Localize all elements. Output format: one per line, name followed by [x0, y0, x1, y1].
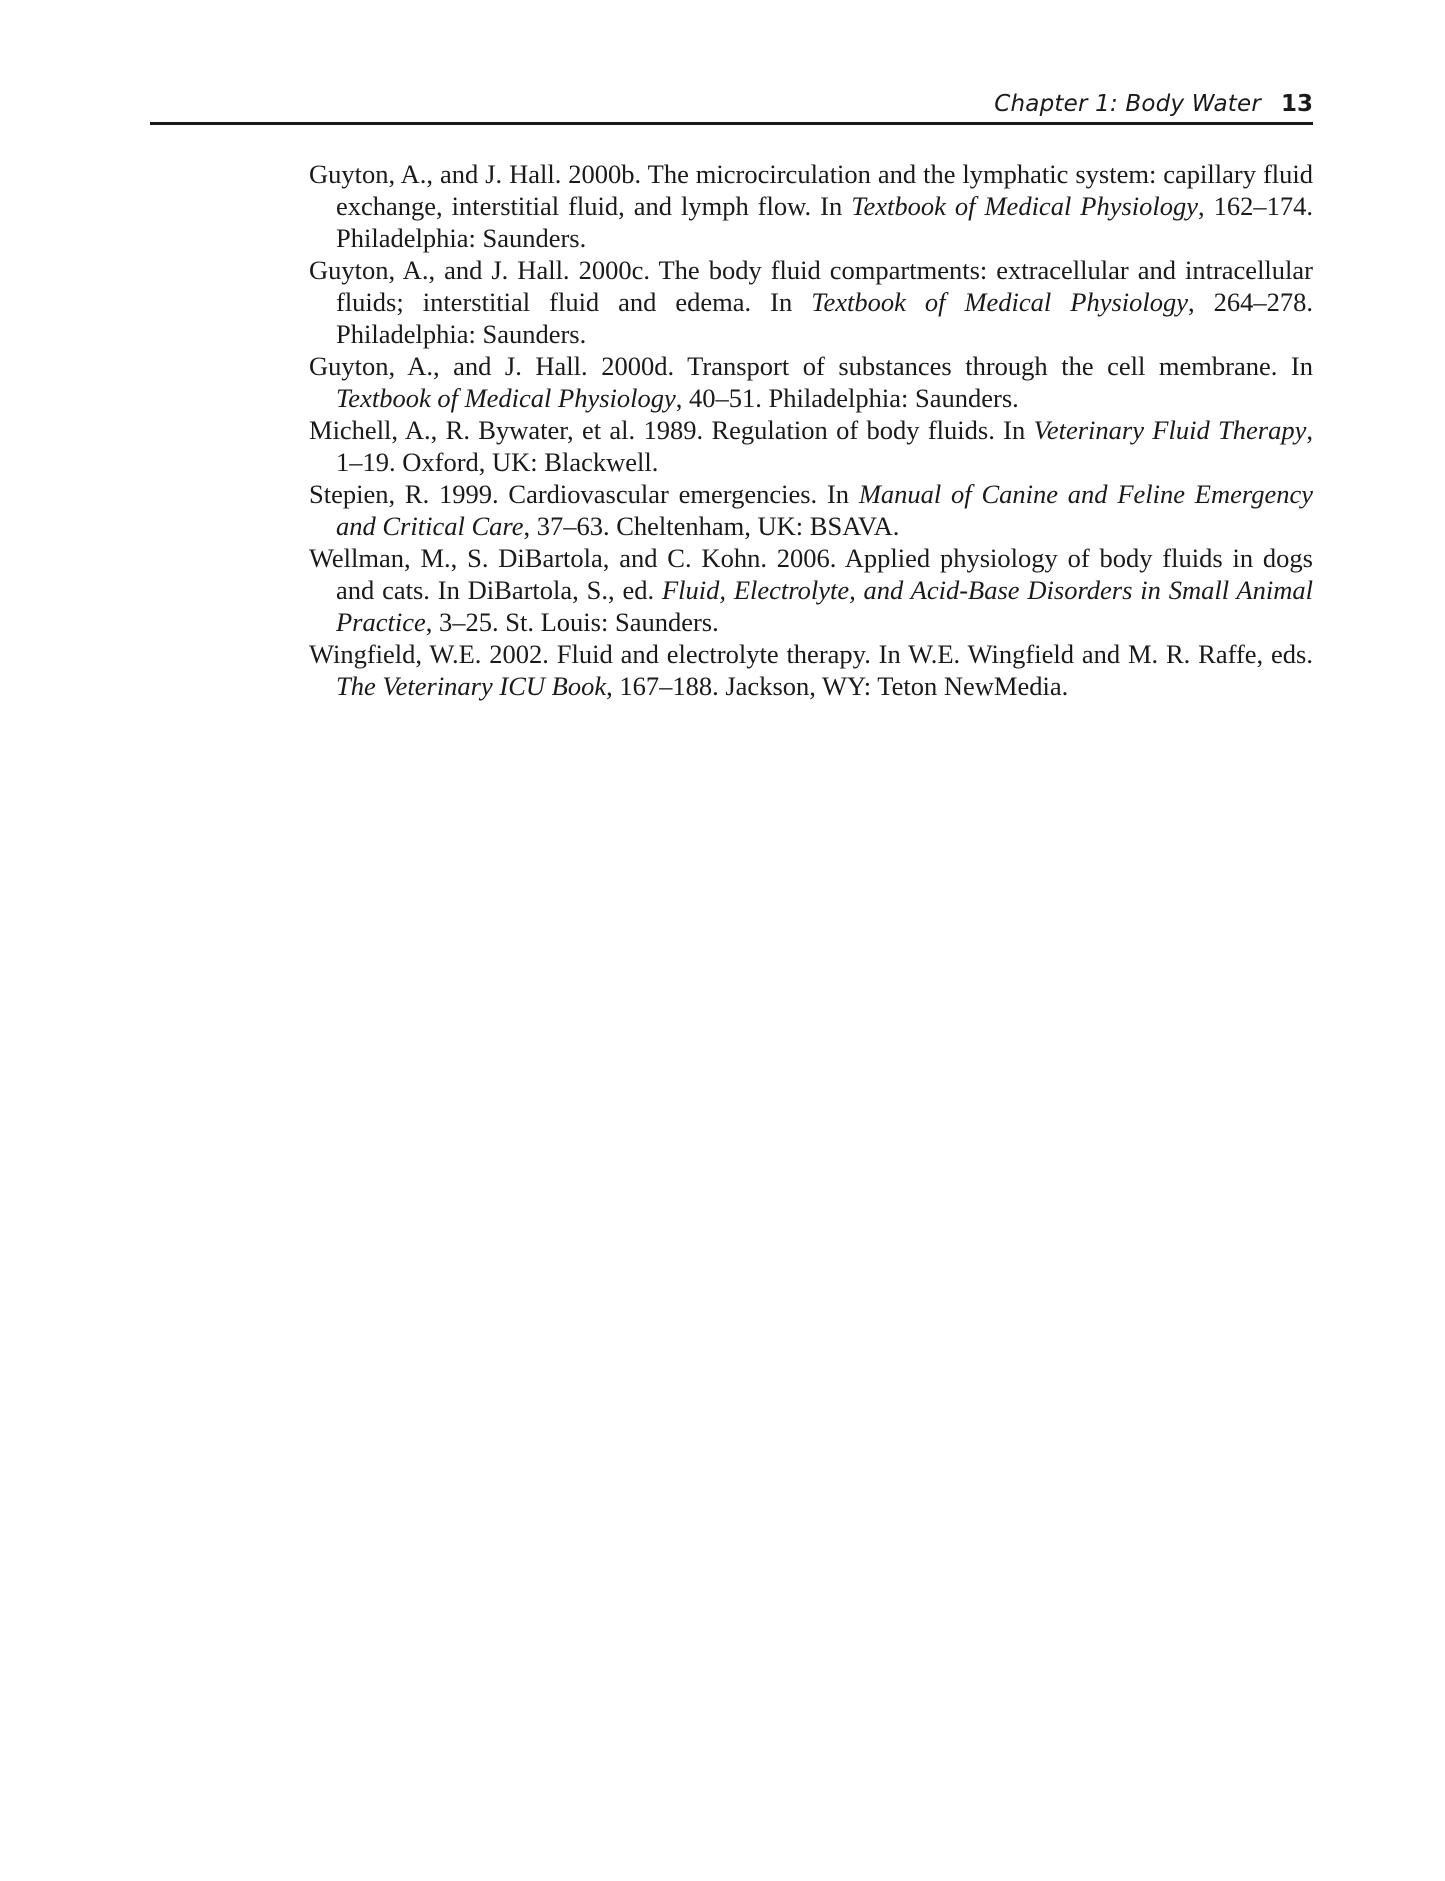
reference-text: Wingfield, W.E. 2002. Fluid and electrolyte therapy. In W.E. Wingfield and M. R. Raffe, eds.	[309, 639, 1313, 669]
reference-item	[309, 638, 1313, 702]
page-number: 13	[1280, 91, 1313, 117]
reference-title: Manual of Canine and Feline Emergency and Critical Care	[336, 479, 1314, 541]
running-head	[150, 88, 1313, 125]
reference-title: Veterinary Fluid Therapy	[1033, 415, 1307, 445]
reference-title: The Veterinary ICU Book	[336, 671, 607, 701]
reference-text: , 1–19. Oxford, UK: Blackwell.	[336, 415, 1313, 477]
reference-item	[309, 158, 1313, 254]
reference-text: , 40–51. Philadelphia: Saunders.	[675, 383, 1019, 413]
reference-item	[309, 350, 1313, 414]
reference-list	[309, 158, 1313, 702]
reference-text: Guyton, A., and J. Hall. 2000d. Transport of substances through the cell membrane. In	[309, 351, 1313, 381]
reference-title: Textbook of Medical Physiology	[851, 191, 1199, 221]
reference-text: Guyton, A., and J. Hall. 2000b. The microcirculation and the lymphatic system: capillary fluid exchange, interstitial fluid, and lymph flow. In	[309, 159, 1313, 221]
reference-text: , 162–174. Philadelphia: Saunders.	[336, 191, 1314, 253]
reference-title: Textbook of Medical Physiology	[811, 287, 1189, 317]
chapter-title: Chapter 1: Body Water	[994, 91, 1261, 117]
reference-text: , 37–63. Cheltenham, UK: BSAVA.	[523, 511, 900, 541]
reference-item	[309, 542, 1313, 638]
reference-item	[309, 254, 1313, 350]
reference-text: , 264–278. Philadelphia: Saunders.	[336, 287, 1314, 349]
reference-text: Michell, A., R. Bywater, et al. 1989. Regulation of body fluids. In	[309, 415, 1034, 445]
reference-text: Stepien, R. 1999. Cardiovascular emergencies. In	[309, 479, 859, 509]
reference-item	[309, 478, 1313, 542]
reference-text: , 3–25. St. Louis: Saunders.	[425, 607, 719, 637]
reference-text: , 167–188. Jackson, WY: Teton NewMedia.	[606, 671, 1069, 701]
reference-text: Wellman, M., S. DiBartola, and C. Kohn. 2006. Applied physiology of body fluids in dogs and cats. In DiBartola, S., ed.	[309, 543, 1313, 605]
reference-title: Textbook of Medical Physiology	[336, 383, 676, 413]
reference-item	[309, 414, 1313, 478]
reference-text: Guyton, A., and J. Hall. 2000c. The body fluid compartments: extracellular and intracellular fluids; interstitial fluid and edema. In	[309, 255, 1313, 317]
reference-title: Fluid, Electrolyte, and Acid-Base Disorders in Small Animal Practice	[336, 575, 1313, 637]
